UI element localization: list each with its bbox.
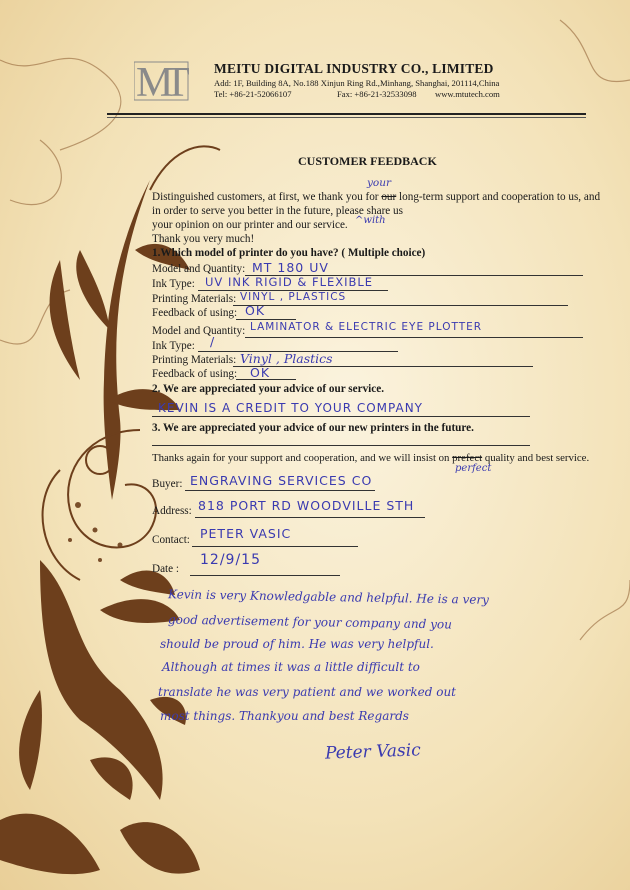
model-value-1: MT 180 UV <box>252 260 329 275</box>
materials-value-2: Vinyl , Plastics <box>240 351 333 366</box>
ink-label-1: Ink Type: <box>152 278 195 290</box>
intro-insert-your: your <box>367 177 392 189</box>
contact-line <box>192 546 358 547</box>
ink-label-2: Ink Type: <box>152 340 195 352</box>
company-tel: Tel: +86-21-52066107 <box>214 89 292 99</box>
address-label: Address: <box>152 505 192 517</box>
q2-line <box>152 416 530 417</box>
q2-heading: 2. We are appreciated your advice of our service. <box>152 383 385 395</box>
feedback-value-1: OK <box>245 303 266 318</box>
form-title: CUSTOMER FEEDBACK <box>298 154 437 168</box>
model-line-2 <box>245 337 583 338</box>
intro-line-4: Thank you very much! <box>152 233 255 245</box>
svg-text:T: T <box>164 60 190 102</box>
company-address: Add: 1F, Building 8A, No.188 Xinjun Ring Rd.,Minhang, Shanghai, 201114,China <box>214 78 500 88</box>
materials-line-2 <box>233 366 533 367</box>
comment-line-1: Kevin is very Knowledgable and helpful. He is a very <box>167 587 490 607</box>
header-rule <box>107 113 586 115</box>
intro-line-3: your opinion on our printer and our service. <box>152 219 348 231</box>
q1-heading: 1.Which model of printer do you have? ( Multiple choice) <box>152 247 426 259</box>
company-website: www.mtutech.com <box>435 89 500 99</box>
q3-line <box>152 445 530 446</box>
materials-label-1: Printing Materials: <box>152 293 237 305</box>
date-value: 12/9/15 <box>200 552 261 568</box>
svg-text:M: M <box>136 60 170 102</box>
feedback-label-2: Feedback of using: <box>152 368 238 380</box>
closing-insert: perfect <box>455 463 492 474</box>
comment-line-2: good advertisement for your company and you <box>167 612 453 632</box>
feedback-label-1: Feedback of using: <box>152 307 238 319</box>
materials-label-2: Printing Materials: <box>152 354 237 366</box>
signature: Peter Vasic <box>324 740 422 764</box>
comment-line-6: most things. Thankyou and best Regards <box>160 709 409 723</box>
comment-line-4: Although at times it was a little difficult to <box>162 660 420 674</box>
buyer-value: ENGRAVING SERVICES CO <box>190 473 373 488</box>
materials-line-1 <box>233 305 568 306</box>
date-line <box>190 575 340 576</box>
intro-struck-word: our <box>381 191 397 203</box>
date-label: Date : <box>152 563 180 575</box>
intro-insert-with: ^with <box>355 215 386 226</box>
feedback-line-1 <box>236 319 296 320</box>
header-rule-thin <box>107 117 586 118</box>
intro-line-2: in order to serve you better in the future, please share us <box>152 205 404 217</box>
q2-answer: KEVIN IS A CREDIT TO YOUR COMPANY <box>158 401 424 415</box>
feedback-line-2 <box>236 379 296 380</box>
company-fax: Fax: +86-21-32533098 <box>337 89 417 99</box>
model-label-2: Model and Quantity: <box>152 325 246 337</box>
company-name: MEITU DIGITAL INDUSTRY CO., LIMITED <box>214 61 494 76</box>
address-line <box>195 517 425 518</box>
comment-line-3: should be proud of him. He was very helpful. <box>160 637 434 651</box>
company-logo <box>134 60 190 102</box>
materials-value-1: VINYL , PLASTICS <box>240 291 347 303</box>
ink-value-2: / <box>210 334 216 349</box>
closing-struck-word: prefect <box>452 452 483 464</box>
contact-label: Contact: <box>152 534 190 546</box>
model-value-2: LAMINATOR & ELECTRIC EYE PLOTTER <box>250 321 483 333</box>
closing-text: Thanks again for your support and cooperation, and we will insist on prefect quality and best service. <box>152 452 590 464</box>
intro-line-1: Distinguished customers, at first, we thank you for our long-term support and cooperation to us, and <box>152 191 601 203</box>
comment-line-5: translate he was very patient and we worked out <box>158 685 456 699</box>
ink-value-1: UV INK RIGID & FLEXIBLE <box>205 275 374 289</box>
address-value: 818 PORT RD WOODVILLE STH <box>198 498 415 513</box>
buyer-label: Buyer: <box>152 478 183 490</box>
feedback-value-2: OK <box>250 365 271 380</box>
buyer-line <box>185 490 375 491</box>
contact-value: PETER VASIC <box>200 526 292 541</box>
model-label-1: Model and Quantity: <box>152 263 246 275</box>
q3-heading: 3. We are appreciated your advice of our new printers in the future. <box>152 422 474 434</box>
